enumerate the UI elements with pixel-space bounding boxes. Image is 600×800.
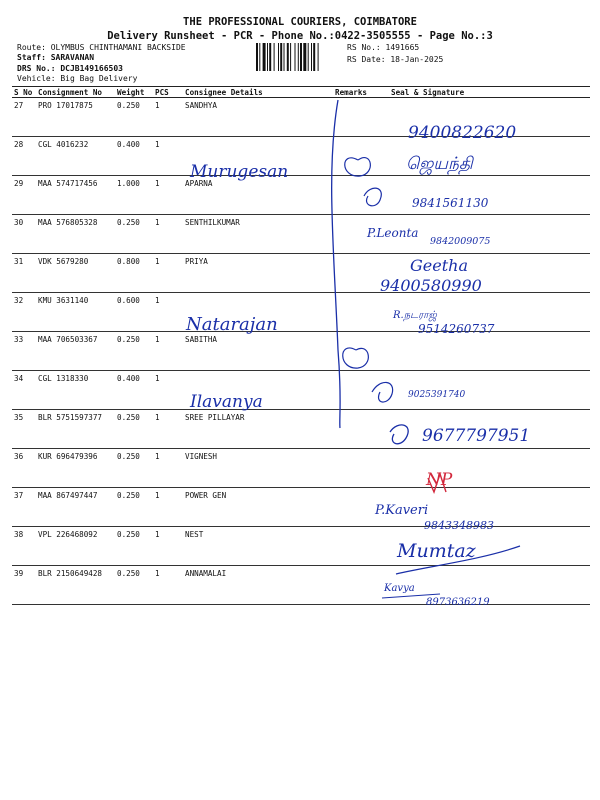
row-pcs: 1 [153, 449, 183, 488]
row-weight: 0.400 [115, 371, 153, 410]
row-pcs: 1 [153, 527, 183, 566]
remarks-bracket-stroke [332, 100, 340, 428]
row-pcs: 1 [153, 332, 183, 371]
runsheet-subtitle: Delivery Runsheet - PCR - Phone No.:0422-3505555 - Page No.:3 [107, 30, 493, 42]
row-consignment: KMU 3631140 [36, 293, 115, 332]
hw-phone-row39: 8973636219 [426, 597, 490, 608]
row-sno: 29 [12, 176, 36, 215]
row-sno: 28 [12, 137, 36, 176]
hw-name-row28: Murugesan [190, 162, 289, 182]
row-weight: 0.250 [115, 98, 153, 137]
row-pcs: 1 [153, 410, 183, 449]
col-sno: S No [12, 87, 36, 98]
row-consignee: APARNA [183, 176, 333, 215]
row-sno: 38 [12, 527, 36, 566]
seal-swirl-row35 [390, 425, 408, 444]
row-weight: 0.250 [115, 488, 153, 527]
col-seal-signature: Seal & Signature [383, 87, 590, 98]
row-consignment: BLR 2150649428 [36, 566, 115, 605]
row-consignee: SABITHA [183, 332, 333, 371]
row-weight: 0.600 [115, 293, 153, 332]
row-weight: 0.250 [115, 215, 153, 254]
row-sno: 32 [12, 293, 36, 332]
row-weight: 0.250 [115, 410, 153, 449]
row-consignee: PRIYA [183, 254, 333, 293]
row-weight: 0.250 [115, 332, 153, 371]
row-weight: 1.000 [115, 176, 153, 215]
row-consignee: POWER GEN [183, 488, 333, 527]
hw-phone-row31: 9400580990 [380, 276, 482, 295]
col-consignment: Consignment No [36, 87, 115, 98]
hw-name-row31: Geetha [410, 256, 468, 275]
hw-signature-row30: P.Leonta [367, 226, 419, 240]
row-sno: 37 [12, 488, 36, 527]
rs-number-label: RS No.: 1491665 [347, 43, 420, 52]
hw-phone-row37: 9843348983 [424, 519, 494, 532]
vehicle-label: Vehicle: Big Bag Delivery [17, 74, 138, 83]
col-pcs: PCS [153, 87, 183, 98]
row-weight: 0.250 [115, 527, 153, 566]
hw-name-row32: Natarajan [186, 314, 278, 335]
rs-date-label: RS Date: 18-Jan-2025 [347, 55, 444, 64]
row-sno: 31 [12, 254, 36, 293]
row-sno: 30 [12, 215, 36, 254]
row-sno: 39 [12, 566, 36, 605]
row-consignee: ANNAMALAI [183, 566, 333, 605]
row-weight: 0.800 [115, 254, 153, 293]
row-consignment: BLR 5751597377 [36, 410, 115, 449]
row-consignment: VDK 5679280 [36, 254, 115, 293]
hw-phone-row34: 9025391740 [408, 390, 466, 400]
company-title: THE PROFESSIONAL COURIERS, COIMBATORE [183, 16, 417, 28]
row-pcs: 1 [153, 488, 183, 527]
col-consignee: Consignee Details [183, 87, 333, 98]
row-sno: 35 [12, 410, 36, 449]
row-consignment: VPL 226468092 [36, 527, 115, 566]
hw-signature-row32: R.நடராஜ் [393, 310, 437, 321]
row-pcs: 1 [153, 137, 183, 176]
row-pcs: 1 [153, 566, 183, 605]
route-label: Route: OLYMBUS CHINTHAMANI BACKSIDE [17, 43, 186, 52]
hw-phone-row32: 9514260737 [418, 322, 495, 336]
row-consignment: KUR 696479396 [36, 449, 115, 488]
row-consignment: CGL 1318330 [36, 371, 115, 410]
row-sno: 33 [12, 332, 36, 371]
row-consignment: PRO 17017875 [36, 98, 115, 137]
hw-np-mark-row36: NP [426, 470, 453, 490]
hw-signature-row37: P.Kaveri [375, 503, 429, 518]
hw-phone-row27: 9400822620 [408, 123, 517, 143]
row-consignment: MAA 867497447 [36, 488, 115, 527]
col-weight: Weight [115, 87, 153, 98]
seal-swirl-row29 [364, 188, 381, 206]
row-sno: 34 [12, 371, 36, 410]
row-consignee: SENTHILKUMAR [183, 215, 333, 254]
row-pcs: 1 [153, 176, 183, 215]
staff-label: Staff: SARAVANAN [17, 53, 95, 62]
hw-phone-row29: 9841561130 [412, 196, 489, 210]
row-consignee: VIGNESH [183, 449, 333, 488]
row-consignee: NEST [183, 527, 333, 566]
row-pcs: 1 [153, 371, 183, 410]
row-sno: 27 [12, 98, 36, 137]
remarks-circle-1 [345, 158, 371, 177]
row-sno: 36 [12, 449, 36, 488]
row-consignee: SREE PILLAYAR [183, 410, 333, 449]
row-pcs: 1 [153, 98, 183, 137]
row-pcs: 1 [153, 254, 183, 293]
row-pcs: 1 [153, 293, 183, 332]
row-consignment: CGL 4016232 [36, 137, 115, 176]
row-consignment: MAA 576805328 [36, 215, 115, 254]
row-consignment: MAA 706503367 [36, 332, 115, 371]
row-pcs: 1 [153, 215, 183, 254]
col-remarks: Remarks [333, 87, 383, 98]
hw-signature-row39: Kavya [384, 583, 415, 594]
row-weight: 0.250 [115, 566, 153, 605]
row-weight: 0.250 [115, 449, 153, 488]
hw-name-row34: Ilavanya [190, 392, 263, 412]
hw-signature-row38: Mumtaz [397, 540, 476, 562]
hw-signature-row28: ஜெயந்தி [406, 154, 473, 174]
row-consignment: MAA 574717456 [36, 176, 115, 215]
row-weight: 0.400 [115, 137, 153, 176]
seal-swirl-row34 [372, 382, 393, 402]
row-consignee: SANDHYA [183, 98, 333, 137]
hw-phone-row30: 9842009075 [430, 236, 491, 247]
hw-phone-row35: 9677797951 [422, 426, 531, 446]
drs-label: DRS No.: DCJB149166503 [17, 64, 123, 73]
remarks-circle-2 [343, 348, 369, 368]
